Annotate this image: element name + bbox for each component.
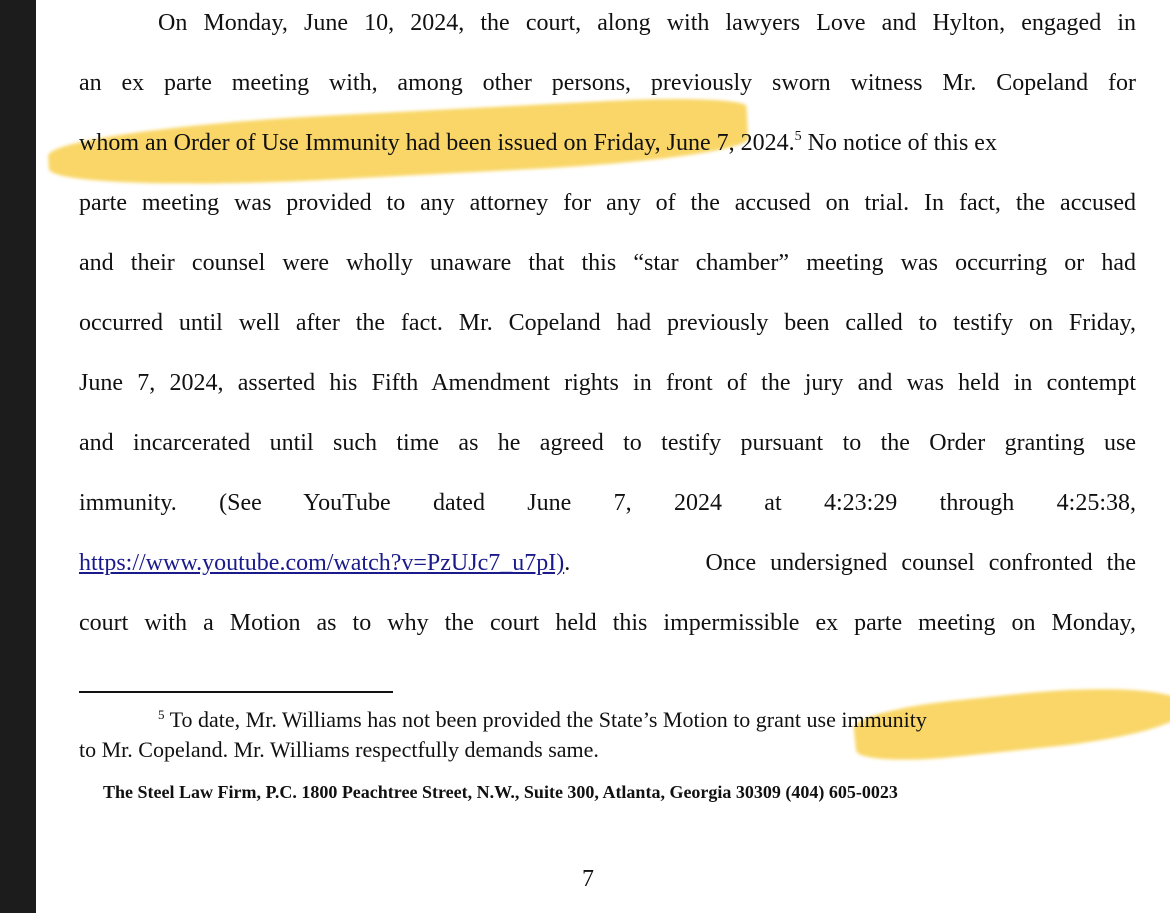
body-line-2: an ex parte meeting with, among other persons, previously sworn witness Mr. Copeland for [79, 70, 1136, 96]
footnote-line-2: to Mr. Copeland. Mr. Williams respectfully demands same. [79, 737, 599, 762]
body-line-4: parte meeting was provided to any attorney for any of the accused on trial. In fact, the accused [79, 190, 1136, 216]
footnote-line-1: $^5$ To date, Mr. Williams has not been provided the State’s Motion to grant use immunity [158, 707, 927, 732]
body-line-6: occurred until well after the fact. Mr. Copeland had previously been called to testify on Friday, [79, 310, 1136, 336]
document-page [36, 0, 1170, 913]
page-number: 7 [582, 866, 594, 892]
body-line-5: and their counsel were wholly unaware that this “star chamber” meeting was occurring or had [79, 250, 1136, 276]
body-line-11: court with a Motion as to why the court held this impermissible ex parte meeting on Monday, [79, 610, 1136, 636]
body-line-1: On Monday, June 10, 2024, the court, along with lawyers Love and Hylton, engaged in [158, 10, 1136, 36]
body-line-10-tail: Once undersigned counsel confronted the [705, 550, 1136, 576]
firm-footer: The Steel Law Firm, P.C. 1800 Peachtree Street, N.W., Suite 300, Atlanta, Georgia 30309 (404) 605-0023 [103, 782, 898, 802]
youtube-link[interactable]: https://www.youtube.com/watch?v=PzUJc7_u7pI) [79, 550, 565, 576]
footnote-separator [79, 691, 393, 693]
viewer-left-margin [0, 0, 36, 913]
body-line-3: whom an Order of Use Immunity had been issued on Friday, June 7, 2024.$^5$ No notice of this ex [79, 129, 997, 156]
body-line-8: and incarcerated until such time as he agreed to testify pursuant to the Order granting use [79, 430, 1136, 456]
body-line-7: June 7, 2024, asserted his Fifth Amendment rights in front of the jury and was held in contempt [79, 370, 1136, 396]
body-line-9: immunity. (See YouTube dated June 7, 2024 at 4:23:29 through 4:25:38, [79, 490, 1136, 516]
body-line-10: https://www.youtube.com/watch?v=PzUJc7_u7pI). Once undersigned counsel confronted the [79, 550, 1136, 576]
footnote-reference[interactable]: 5 [794, 129, 802, 144]
